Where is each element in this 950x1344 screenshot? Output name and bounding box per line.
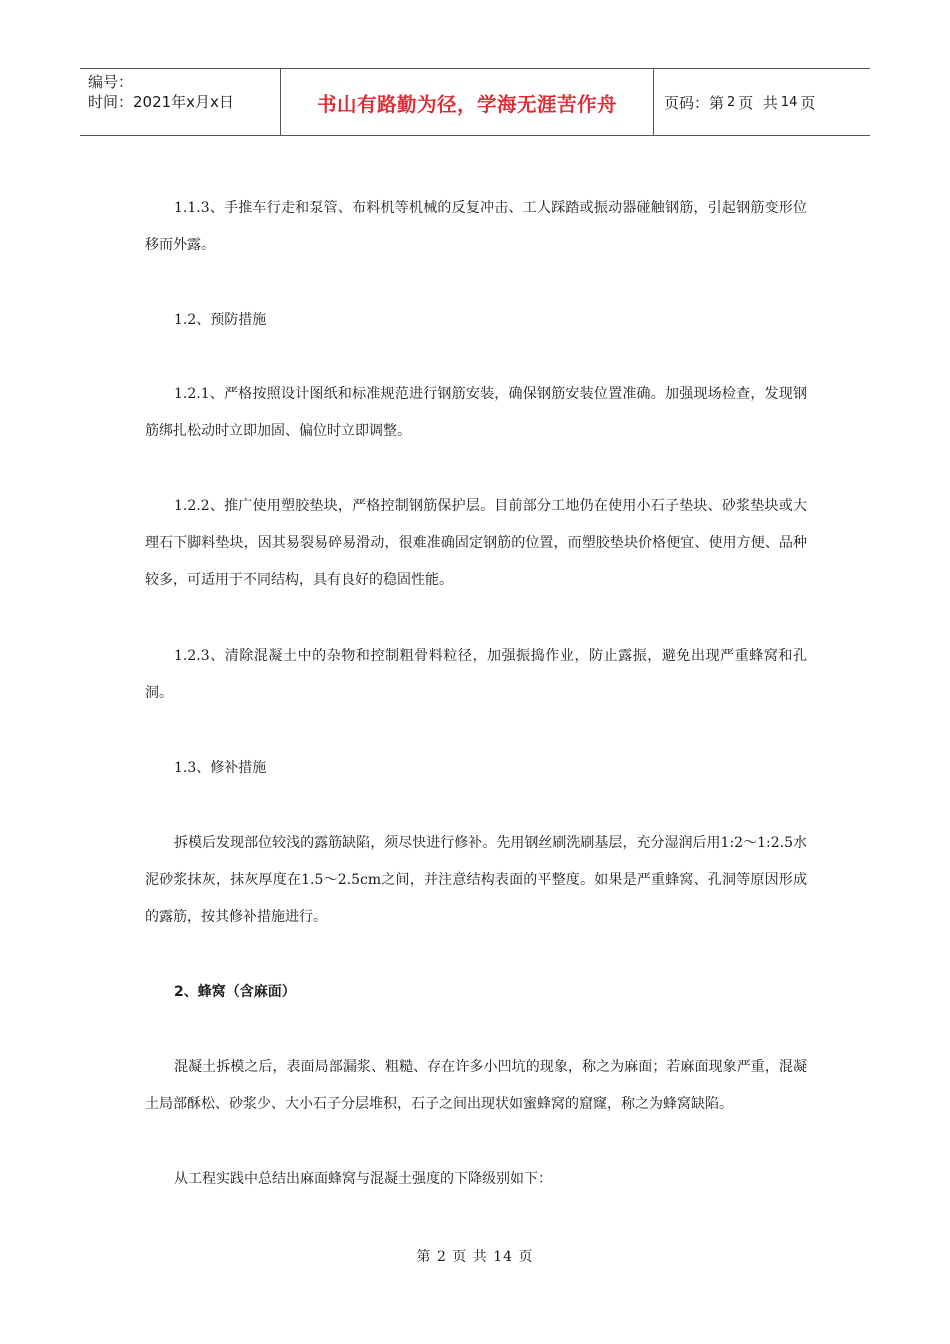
header-meta [80, 69, 281, 135]
paragraph-1-2-3: 1.2.3、清除混凝土中的杂物和控制粗骨料粒径，加强振捣作业，防止露振，避免出现严重蜂窝和孔洞。 [145, 648, 807, 701]
page-header [80, 68, 870, 136]
header-motto-cell [281, 69, 654, 135]
serial-number-label: 编号： [88, 73, 134, 91]
page-footer: 第 2 页 共 14 页 [416, 1249, 534, 1265]
date-label: 时间：2021年x月x日 [88, 93, 234, 111]
header-motto: 书山有路勤为径，学海无涯苦作舟 [316, 93, 617, 116]
section-heading-2: 2、蜂窝（含麻面） [174, 984, 296, 1000]
section-heading-1-2: 1.2、预防措施 [174, 312, 267, 328]
page-info-prefix: 页码：第 [664, 93, 725, 112]
paragraph-1-2-1: 1.2.1、严格按照设计图纸和标准规范进行钢筋安装，确保钢筋安装位置准确。加强现场检查，发现钢筋绑扎松动时立即加固、偏位时立即调整。 [145, 386, 807, 439]
header-page-info [654, 69, 870, 135]
section-heading-1-3: 1.3、修补措施 [174, 760, 267, 776]
paragraph-1-1-3: 1.1.3、手推车行走和泵管、布料机等机械的反复冲击、工人踩踏或振动器碰触钢筋，引起钢筋变形位移而外露。 [145, 200, 807, 253]
paragraph-1-2-2: 1.2.2、推广使用塑胶垫块，严格控制钢筋保护层。目前部分工地仍在使用小石子垫块、砂浆垫块或大理石下脚料垫块，因其易裂易碎易滑动，很难准确固定钢筋的位置，而塑胶垫块价格便宜、使用方便、品种较多，可适用于不同结构，具有良好的稳固性能。 [145, 498, 807, 588]
paragraph-1-3-repair: 拆模后发现部位较浅的露筋缺陷，须尽快进行修补。先用钢丝刷洗刷基层，充分湿润后用1:2～1:2.5水泥砂浆抹灰，抹灰厚度在1.5～2.5cm之间，并注意结构表面的平整度。如果是严重蜂窝、孔洞等原因形成的露筋，按其修补措施进行。 [145, 835, 807, 925]
paragraph-2-summary: 从工程实践中总结出麻面蜂窝与混凝土强度的下降级别如下： [174, 1171, 552, 1187]
page-info-suffix: 页 [800, 93, 816, 112]
page-total: 14 [780, 94, 798, 110]
page-current: 2 [727, 94, 736, 110]
page-info-mid: 页 共 [738, 93, 778, 112]
paragraph-2-definition: 混凝土拆模之后，表面局部漏浆、粗糙、存在许多小凹坑的现象，称之为麻面；若麻面现象严重，混凝土局部酥松、砂浆少、大小石子分层堆积，石子之间出现状如蜜蜂窝的窟窿，称之为蜂窝缺陷。 [145, 1059, 807, 1112]
